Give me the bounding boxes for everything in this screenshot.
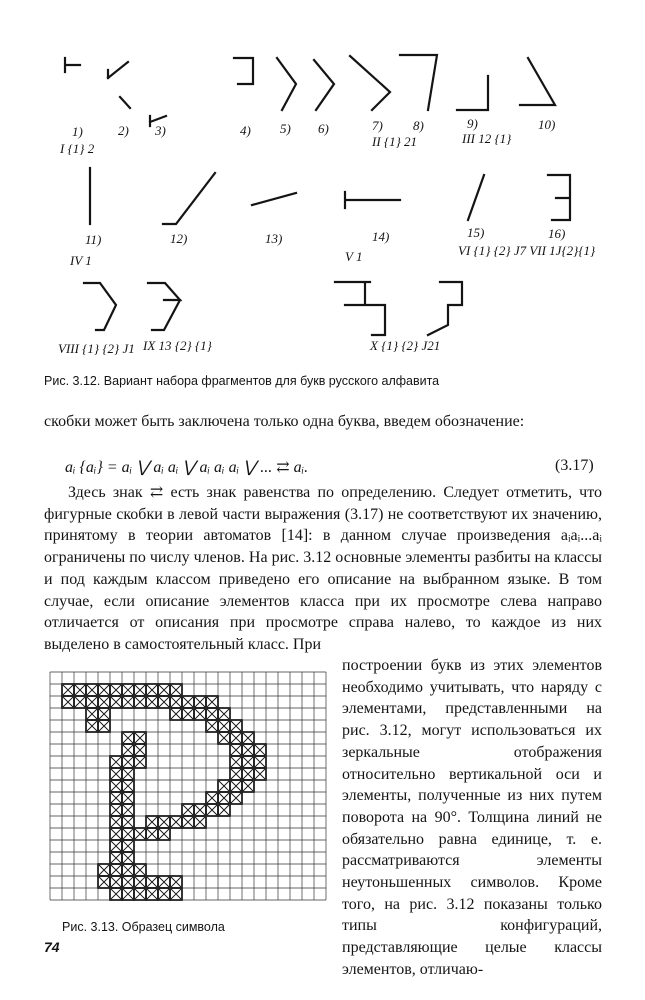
filled-cell: [110, 684, 122, 696]
fragment-label: 8): [413, 118, 424, 133]
filled-cell: [206, 696, 218, 708]
filled-cell: [110, 828, 122, 840]
fragment-19: [335, 282, 385, 335]
fragment-12: [163, 173, 215, 224]
filled-cell: [86, 684, 98, 696]
filled-cell: [218, 708, 230, 720]
paragraph-3: построении букв из этих элементов необходимо учитывать, что наряду с элементами, представленными на рис. 3.12, могут использоваться их зеркальные отображения относительно вертикальной оси и элементы, полученные из них путем поворота на 90°. Толщина линий не обязательно равна единице, т. е. рассматриваются элементы неутоньшенных символов. Кроме того, на рис. 3.12 показаны только типы конфигураций, представляющие целые классы элементов, отличаю-: [342, 657, 602, 978]
fragment-class-label: VI {1} {2} J7 VII 1J{2}{1}: [458, 243, 596, 258]
paragraph-2: Здесь знак ⇄ есть знак равенства по определению. Следует отметить, что фигурные скобки в левой части выражения (3.17) не соответствуют их значению, принятому в теории автоматов [14]: в данном случае произведения aᵢaᵢ...aᵢ ограничены по числу членов. На рис. 3.12 основные элементы разбиты на классы и под каждым классом приведено его описание на выбранном языке. В том случае, если описание элементов класса при их просмотре слева направо отличается от описания при просмотре справа налево, то каждое из них выделено в самостоятельный класс. При: [44, 484, 602, 653]
filled-cell: [134, 744, 146, 756]
filled-cell: [230, 768, 242, 780]
filled-cell: [122, 768, 134, 780]
filled-cell: [158, 684, 170, 696]
filled-cell: [146, 684, 158, 696]
filled-cell: [134, 756, 146, 768]
filled-cell: [218, 720, 230, 732]
fragment-label: 16): [548, 226, 566, 241]
fragment-8: [400, 55, 437, 110]
filled-cell: [122, 804, 134, 816]
fragment-18: [148, 283, 180, 330]
filled-cell: [134, 864, 146, 876]
filled-cell: [230, 780, 242, 792]
filled-cell: [122, 876, 134, 888]
filled-cell: [194, 804, 206, 816]
filled-cell: [230, 756, 242, 768]
filled-cell: [98, 864, 110, 876]
filled-cell: [170, 876, 182, 888]
fragment-class-label: IV 1: [70, 253, 92, 268]
filled-cell: [170, 816, 182, 828]
fragment-5: [277, 58, 296, 110]
filled-cell: [110, 804, 122, 816]
fragment-14: [345, 192, 400, 208]
filled-cell: [218, 792, 230, 804]
filled-cell: [206, 720, 218, 732]
filled-cell: [86, 720, 98, 732]
filled-cell: [110, 696, 122, 708]
filled-cell: [134, 696, 146, 708]
filled-cell: [110, 816, 122, 828]
fragment-label: 1): [72, 124, 83, 139]
filled-cell: [122, 888, 134, 900]
fragment-label: 4): [240, 123, 251, 138]
formula-3-17: aᵢ {aᵢ} = aᵢ ⋁ aᵢ aᵢ ⋁ aᵢ aᵢ aᵢ ⋁ ... ⇄ aᵢ.: [65, 459, 309, 476]
filled-cell: [122, 828, 134, 840]
filled-cell: [122, 756, 134, 768]
filled-cell: [194, 816, 206, 828]
filled-cell: [170, 696, 182, 708]
fragment-20: [428, 282, 462, 335]
filled-cell: [110, 792, 122, 804]
figure-3-13-caption: Рис. 3.13. Образец символа: [62, 920, 225, 934]
filled-cell: [122, 732, 134, 744]
filled-cell: [230, 720, 242, 732]
figure-3-12-fragments: [0, 0, 645, 380]
fragment-label: 6): [318, 121, 329, 136]
fragment-class-label: II {1} 21: [372, 134, 418, 149]
filled-cell: [182, 708, 194, 720]
filled-cell: [242, 768, 254, 780]
figure-3-13-symbol-grid: [46, 668, 330, 912]
filled-cell: [158, 828, 170, 840]
filled-cell: [254, 756, 266, 768]
fragment-label: 9): [467, 116, 478, 131]
filled-cell: [146, 828, 158, 840]
filled-cell: [230, 744, 242, 756]
filled-cell: [218, 732, 230, 744]
filled-cell: [194, 696, 206, 708]
fragment-class-label: I {1} 2: [60, 141, 95, 156]
filled-cell: [110, 852, 122, 864]
filled-cell: [86, 696, 98, 708]
filled-cell: [122, 780, 134, 792]
filled-cell: [194, 708, 206, 720]
fragment-label: 14): [372, 229, 390, 244]
filled-cell: [242, 756, 254, 768]
paragraph-1: скобки может быть заключена только одна буква, введем обозначение:: [44, 413, 525, 430]
fragment-3: [120, 97, 166, 126]
filled-cell: [110, 840, 122, 852]
filled-cell: [242, 780, 254, 792]
fragment-10: [520, 58, 555, 105]
filled-cell: [110, 768, 122, 780]
fragment-label: 12): [170, 231, 188, 246]
filled-cell: [74, 696, 86, 708]
filled-cell: [146, 876, 158, 888]
fragment-label: 15): [467, 225, 485, 240]
filled-cell: [122, 684, 134, 696]
page-number: 74: [44, 939, 60, 955]
filled-cell: [218, 804, 230, 816]
filled-cell: [134, 732, 146, 744]
figure-3-12-caption: Рис. 3.12. Вариант набора фрагментов для букв русского алфавита: [44, 374, 440, 388]
filled-cell: [134, 888, 146, 900]
fragment-class-label: V 1: [345, 249, 363, 264]
filled-cell: [158, 888, 170, 900]
filled-cell: [122, 864, 134, 876]
fragment-4: [234, 58, 253, 84]
filled-cell: [230, 792, 242, 804]
filled-cell: [242, 732, 254, 744]
filled-cell: [122, 696, 134, 708]
filled-cell: [110, 780, 122, 792]
filled-cell: [230, 732, 242, 744]
filled-cell: [62, 696, 74, 708]
fragment-13: [252, 193, 296, 205]
filled-cell: [158, 816, 170, 828]
fragment-2: [108, 62, 128, 78]
filled-cell: [122, 840, 134, 852]
filled-cell: [158, 876, 170, 888]
filled-cell: [206, 708, 218, 720]
filled-cell: [146, 888, 158, 900]
fragment-9: [457, 76, 488, 110]
filled-cell: [182, 816, 194, 828]
filled-cell: [98, 696, 110, 708]
fragment-label: 10): [538, 117, 556, 132]
filled-cell: [206, 804, 218, 816]
filled-cell: [182, 804, 194, 816]
filled-cell: [122, 816, 134, 828]
filled-cell: [182, 696, 194, 708]
filled-cell: [146, 816, 158, 828]
formula-number: (3.17): [555, 457, 594, 474]
fragment-class-label: III 12 {1}: [462, 131, 512, 146]
filled-cell: [254, 768, 266, 780]
filled-cell: [158, 696, 170, 708]
filled-cell: [206, 792, 218, 804]
fragment-label: 5): [280, 121, 291, 136]
filled-cell: [74, 684, 86, 696]
filled-cell: [62, 684, 74, 696]
filled-cell: [122, 852, 134, 864]
fragment-label: 3): [155, 123, 166, 138]
filled-cell: [146, 696, 158, 708]
fragment-label: 11): [85, 232, 102, 247]
filled-cell: [170, 684, 182, 696]
fragment-15: [468, 175, 484, 220]
filled-cell: [110, 876, 122, 888]
filled-cell: [254, 744, 266, 756]
filled-cell: [98, 708, 110, 720]
fragment-label: 7): [372, 118, 383, 133]
filled-cell: [242, 744, 254, 756]
fragment-16: [548, 175, 570, 220]
filled-cell: [110, 888, 122, 900]
fragment-class-label: X {1} {2} J21: [370, 338, 441, 353]
filled-cell: [122, 792, 134, 804]
filled-cell: [170, 708, 182, 720]
fragment-17: [84, 283, 116, 330]
filled-cell: [86, 708, 98, 720]
filled-cell: [98, 876, 110, 888]
filled-cell: [98, 720, 110, 732]
fragment-6: [314, 60, 334, 110]
fragment-7: [350, 56, 390, 110]
filled-cell: [134, 828, 146, 840]
fragment-label: 13): [265, 231, 283, 246]
fragment-class-label: VIII {1} {2} J1: [58, 341, 135, 356]
filled-cell: [170, 888, 182, 900]
filled-cell: [98, 684, 110, 696]
fragment-1: [65, 58, 80, 72]
filled-cell: [134, 876, 146, 888]
filled-cell: [110, 756, 122, 768]
filled-cell: [122, 744, 134, 756]
filled-cell: [218, 780, 230, 792]
fragment-label: 2): [118, 123, 129, 138]
filled-cell: [110, 864, 122, 876]
fragment-class-label: IX 13 {2} {1}: [143, 338, 212, 353]
filled-cell: [134, 684, 146, 696]
